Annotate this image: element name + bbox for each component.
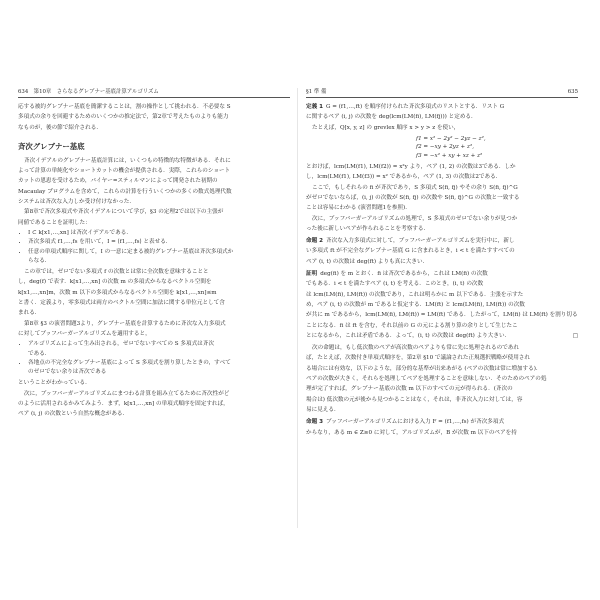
closing-line: のように活用されるかみてみよう．まず，k[x1,…,xn] の単項式順序を固定すれば， xyxy=(18,401,229,408)
closing-line: 次に，ブッフバーガーアルゴリズムにまつわる計算を組み立てるために斉次性がど xyxy=(24,390,230,397)
page-gutter xyxy=(297,88,298,528)
list-item: • 斉次多項式 f1,…,fs を用いて，I = ⟨f1,…,fs⟩ と表せる． xyxy=(28,238,290,247)
body-line: 次の命題は，もし低次数のペアが高次数のペアよりも常に先に処理されるのであれ xyxy=(312,345,519,352)
definition-text: G = (f1,…,ft) を順序付けられた斉次多項式のリストとする．リスト G xyxy=(326,104,505,110)
body-line: った後に新しいペアが作られることを考察する． xyxy=(306,225,430,232)
proof-text: とになるから，これは矛盾である．よって，(i, t) の次数は deg(ft) より大きい． xyxy=(306,332,511,339)
page-number: 635 xyxy=(567,89,578,95)
prop-line: ペア (i, t) の次数は deg(ft) よりも真に大きい． xyxy=(306,258,429,265)
qed-box-icon: □ xyxy=(572,332,578,339)
book-spread xyxy=(0,88,600,528)
list-item-text: のゼロでない余りは斉次である xyxy=(28,369,107,376)
closing-line: ペア (i, j) の次数という自然な概念がある． xyxy=(18,411,129,418)
proof-line: でもある．i < t を満たすペア (i, t) を考える．このとき，(i, t) の次数 xyxy=(306,281,484,288)
section-line: システムは斉次な入力しか受け付けなかった． xyxy=(18,199,135,206)
proof-line: は lcm(LM(fi), LM(ft)) の次数であり，これは明らかに m 以下である．主張を示すた xyxy=(306,291,524,298)
property-list xyxy=(18,340,290,377)
middle-line: に対してブッフバーガーアルゴリズムを適用すると， xyxy=(18,330,151,337)
list-item-text: アルゴリズムによって生み出される，ゼロでないすべての S 多項式は斉次 xyxy=(28,341,214,348)
intro-line: 多項式の余りを回避するためのいくつかの推定法で，第2章で考えたものよりも能力 xyxy=(18,114,229,121)
middle-line: 第8章 §3 の演習問題3より，グレブナー基底を計算するために斉次な入力多項式 xyxy=(24,320,226,327)
body-line: 理が完了すれば，グレブナー基底の次数 m 以下のすべての元が得られる．(斉次の xyxy=(306,386,513,393)
list-item xyxy=(28,248,290,267)
left-page xyxy=(18,88,290,528)
proof-line: が共に m であるから，lcm(LM(fi), LM(ft)) = LM(ft) である．したがって，LM(fi) は LM(ft) を割り切る xyxy=(306,312,578,319)
body-line: ことは容易にわかる (演習問題1を参照)． xyxy=(306,205,411,212)
example-intro: たとえば，Q[x, y, z] の grevlex 順序 x > y > z を使い， xyxy=(312,124,460,131)
list-item-text: 任意の単項式順序に関して，I の一意に定まる被約グレブナー基底は斉次多項式か xyxy=(28,248,234,255)
proposition-3 xyxy=(306,418,578,438)
proposition-2 xyxy=(306,237,578,267)
prop-line: からなり，ある m ∈ Z≥0 に対して，アルゴリズムが，B が次数 m 以下のペアを持 xyxy=(306,429,517,436)
section-title: 斉次グレブナー基底 xyxy=(18,141,85,151)
prop3-text: ブッフバーガーアルゴリズムにおける入力 F = (f1,…,fs) が斉次多項式 xyxy=(326,419,505,426)
middle-line: し，deg(f) で表す．k[x1,…,xn] の次数 m の多項式からなるベクトル空間を xyxy=(18,279,212,286)
body-line: がゼロでないならば，(i, j) の次数が S(fi, fj) の次数や S(fi, fj)^G の次数と一致する xyxy=(306,195,520,201)
middle-line: k[x1,…,xn]m，次数 m 以下の多項式からなるベクトル空間を k[x1,…,xn]≤m xyxy=(18,289,217,296)
left-header-text: 634 第10章 さらなるグレブナー基底計算アルゴリズム xyxy=(18,89,159,95)
definition-label: 定義 1 xyxy=(306,104,324,110)
right-page xyxy=(306,88,578,528)
body-line: 場合は) 低次数の元が後から見つかることはなく，それは，非斉次入力に対しては，容 xyxy=(306,396,523,403)
proof-text: deg(fi) を m とおく．fi は斉次であるから，これは LM(fi) の次数 xyxy=(320,271,488,278)
body-line: ペアの次数が大きく，それらを処理してペアを処理することを意味しない．そのためのペアの処 xyxy=(306,376,547,383)
section-line: よって計算の単純化やショートカットの機会が提供される．実際，これらのショート xyxy=(18,168,231,175)
proof-line xyxy=(306,270,578,279)
follow-paragraph xyxy=(306,344,578,415)
prop2-text: 斉次な入力多項式に対して，ブッフバーガーアルゴリズムを実行中に，新し xyxy=(326,238,515,245)
right-header-section: §1 準 備 xyxy=(306,89,327,95)
body-line: ここで，もしそれらの fi が斉次であり，S 多項式 S(fi, fj) やその余り S(fi, fj)^G xyxy=(312,184,518,191)
body-line: 易に見える． xyxy=(306,406,340,413)
section-line: Macaulay プログラムを含めて，これらの計算を行ういくつかの多くの数式処理代数 xyxy=(18,188,232,195)
proof-line: め，ペア (i, t) の次数が m であると仮定する．LM(ft) と lcm(LM(fi), LM(ft)) の次数 xyxy=(306,301,525,308)
equation-system xyxy=(416,135,578,160)
equation: f2 = −xy + 2yz + z², xyxy=(416,144,474,151)
list-item-text: 各地点の不完全なグレブナー基底によって S 多項式を割り算したときの，すべて xyxy=(28,359,231,366)
equation: f3 = −x² + xy + xz + z² xyxy=(416,152,483,159)
list-item-text: らなる． xyxy=(28,257,51,264)
section-line: 斉次イデアルのグレブナー基底計算には，いくつもの特徴的な特徴がある．それに xyxy=(24,157,231,164)
body-line: 次に，ブッフバーガーアルゴリズムの処理で，S 多項式のゼロでない余りが見つか xyxy=(312,215,518,222)
list-item-text: である． xyxy=(28,350,51,357)
proof-label: 証明 xyxy=(306,271,318,278)
body-line: る場合には有効な，以下のような，部分的な基準が出来あがる (ペアの次数は常に増加する)． xyxy=(306,365,542,372)
closing-line: ということがわかっている． xyxy=(18,380,91,387)
prop-line xyxy=(306,418,578,427)
prop-line: い多項式 ft が不完全なグレブナー基底 G に含まれるとき，i < t を満たすすべての xyxy=(306,248,515,255)
prop3-label: 命題 3 xyxy=(306,419,324,426)
section-line: カットの恩恵を受けるため，バイヤー=スティルマンによって開発された初期の xyxy=(18,178,218,185)
left-running-header xyxy=(18,88,290,98)
body-line: とおけば，lcm(LM(f1), LM(f2)) = x²y より，ペア (1, 2) の次数は3である．しか xyxy=(306,164,516,171)
middle-line: と書く．定義より，零多項式は両方のベクトル空間に加法に関する単位元として含 xyxy=(18,300,225,307)
list-item xyxy=(28,359,290,378)
definition-line xyxy=(306,103,578,112)
section-line: 第8章で斉次多項式や斉次イデアルについて学び，§3 の定理2では以下の主張が xyxy=(24,209,224,216)
intro-line: 応する被約グレブナー基底を簡潔することは，割の操作として挑われる．不必要な S xyxy=(18,104,231,110)
proof-line: ことになる．fi は ft を含む，それ以前の G の元による割り算の余りとして生じたこ xyxy=(306,322,518,329)
body-line: し，lcm(LM(f1), LM(f3)) = x² であるから，ペア (1, 3) の次数は2である． xyxy=(306,174,502,181)
proof-line xyxy=(306,332,578,341)
equivalence-list xyxy=(18,229,290,266)
body-line: ば，たとえば，次数付き単項式順序を，第2章 §10 で議論された正規選択戦略が使用され xyxy=(306,355,530,362)
list-item xyxy=(28,340,290,359)
definition-line: に関するペア (i, j) の次数を deg(lcm(LM(fi), LM(fj))) と定める． xyxy=(306,114,477,121)
prop-line xyxy=(306,237,578,246)
equation: f1 = x² − 2y² − 2yz − z², xyxy=(416,135,486,142)
proof xyxy=(306,270,578,341)
list-item: • I ⊂ k[x1,…,xn] は斉次イデアルである． xyxy=(28,229,290,238)
prop2-label: 命題 2 xyxy=(306,238,324,245)
middle-line: この章では，ゼロでない多項式 f の次数とは常に全次数を意味することと xyxy=(24,269,209,276)
intro-line: なものが，後の節で紹介される． xyxy=(18,124,102,131)
right-running-header xyxy=(306,88,578,98)
section-line: 同値であることを証明した： xyxy=(18,219,91,226)
middle-line: まれる． xyxy=(18,310,41,317)
